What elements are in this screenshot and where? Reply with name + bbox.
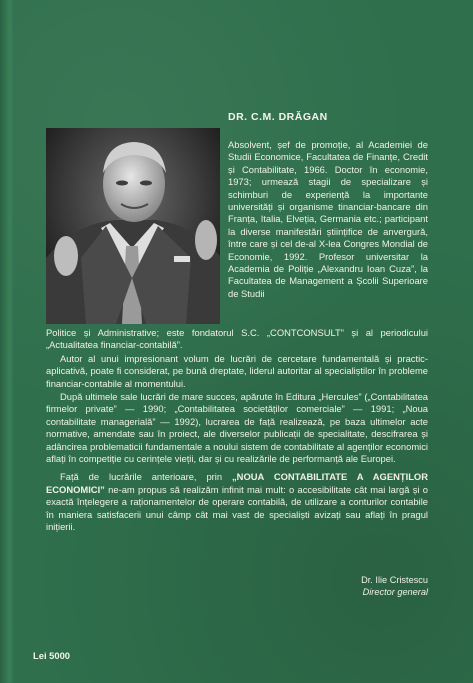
- paragraph-author-assessment: Autor al unui impresionant volum de lucrări de cercetare fundamentală și practic-aplicativă, poate fi considerat, pe bună dreptate, liderul autoritar al specialiștilor în probleme financiar-contabile al momentului.: [46, 352, 428, 389]
- signature-block: [300, 574, 428, 598]
- author-heading: DR. C.M. DRĂGAN: [228, 111, 328, 123]
- main-text: [46, 327, 428, 534]
- paragraph-affiliations: Politice și Administrative; este fondatorul S.C. „CONTCONSULT” și al periodicului „Actualitatea financiar-contabilă”.: [46, 327, 428, 351]
- author-bio: Absolvent, șef de promoție, al Academiei de Studii Economice, Facultatea de Finanțe, Credit și Contabilitate, 1966. Doctor în economie, 1973; urmează stagii de specializare și schimburi de experiență la importante universități și organisme tinanciar-bancare din Franța, Italia, Elveția, Germania etc.; participant la diverse manifestări științifice de anvergură, între care și cel de-al X-lea Congres Mondial de Economie, 1992. Profesor universitar la Academia de Poliție „Alexandru Ioan Cuza”, la Facultatea de Management a Școlii Superioare de Studii: [228, 139, 428, 299]
- signature-role: Director general: [362, 587, 428, 597]
- signature-name: Dr. Ilie Cristescu: [361, 575, 428, 585]
- paragraph-book-purpose: [46, 471, 428, 533]
- author-photo: [46, 128, 220, 324]
- price-label: Lei 5000: [33, 650, 71, 661]
- paragraph-previous-works: După ultimele sale lucrări de mare succes, apărute în Editura „Hercules” („Contabilitatea firmelor private” — 1990; „Contabilitatea societăților comerciale” — 1991; „Noua contabilitate managerială” — 1992), lucrarea de față realizează, pe baza ultimelor acte normative, amendate sau în proiect, ale diverselor publicații de specialitate, descifrarea și adâncirea problematicii fundamentale a noului sistem de contabilitate al agenților economici aflați în competiție cu cerințele vieții, dar și cu realizările de performanță ale Europei.: [46, 391, 428, 465]
- purpose-intro: Față de lucrările anterioare, prin: [60, 471, 232, 483]
- spine-edge: [0, 0, 14, 683]
- purpose-text: ne-am propus să realizăm infinit mai mult: o accesibilitate cât mai largă și o exactă înțelegere a raționamentelor de operare contabilă, de utilizare a conturilor contabile în maniera satisfacerii unui câmp cât mai vast de specialiști avizați sau aflați în pragul inițierii.: [46, 483, 428, 533]
- author-portrait-image: [46, 128, 220, 324]
- book-title-emphasis: „NOUA CONTABILITATE A AGENȚILOR ECONOMICI”: [46, 471, 428, 495]
